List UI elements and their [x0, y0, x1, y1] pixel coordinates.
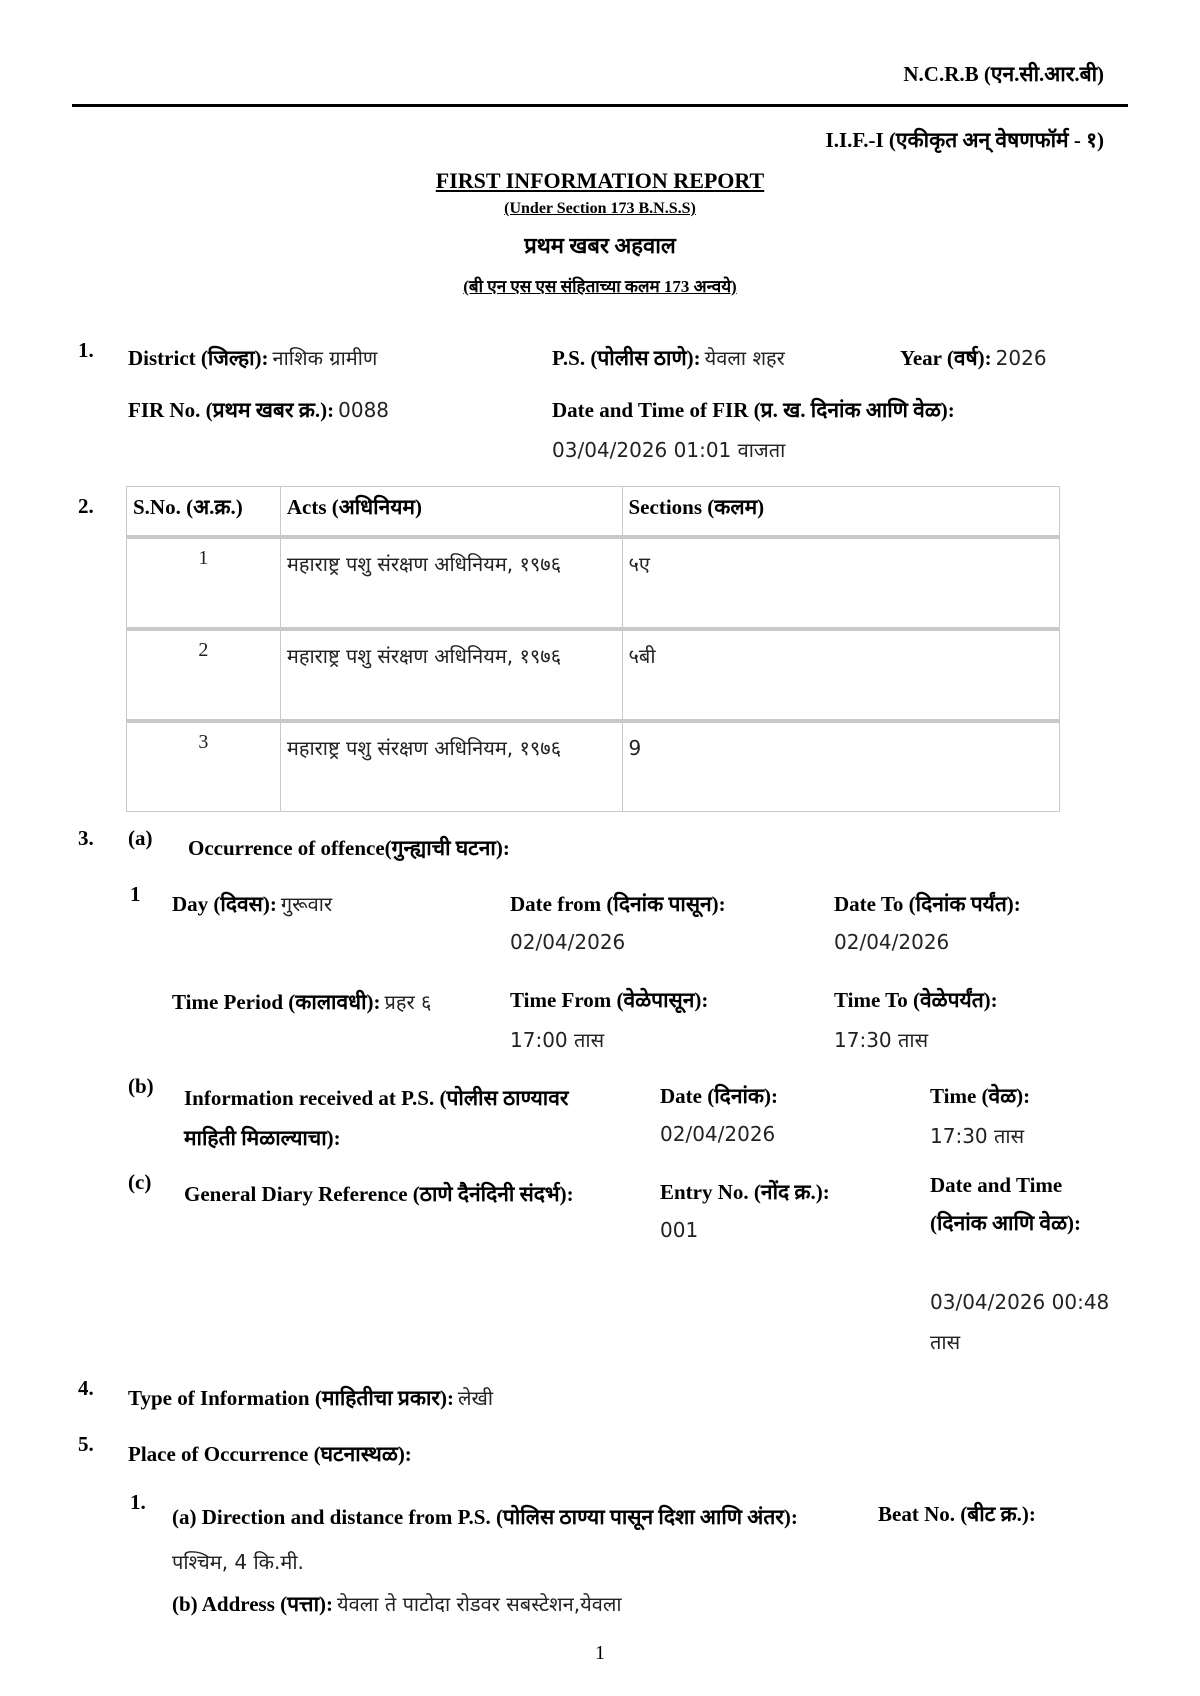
occurrence-item-number: 1	[130, 882, 141, 906]
address-value: येवला ते पाटोदा रोडवर सबस्टेशन,येवला	[337, 1592, 622, 1616]
cell-sno: 3	[127, 721, 281, 812]
info-received-label: Information received at P.S. (पोलीस ठाण्यावर माहिती मिळाल्याचा):	[184, 1086, 569, 1150]
info-date-label: Date (दिनांक):	[660, 1084, 779, 1108]
police-station-field	[552, 344, 785, 372]
report-title: FIRST INFORMATION REPORT	[435, 168, 765, 193]
section-3-number: 3.	[78, 826, 94, 850]
cell-sno: 1	[127, 537, 281, 629]
time-period-field	[172, 982, 482, 1025]
fir-datetime-value: 03/04/2026 01:01 वाजता	[552, 438, 786, 462]
date-to-label: Date To (दिनांक पर्यंत):	[834, 892, 1021, 916]
entry-number-label: Entry No. (नोंद क्र.):	[660, 1180, 830, 1204]
address-label: (b) Address (पत्ता):	[172, 1592, 333, 1616]
fir-datetime-label: Date and Time of FIR (प्र. ख. दिनांक आणि वेळ):	[552, 398, 955, 422]
date-from-value: 02/04/2026	[510, 930, 626, 954]
information-type-label: Type of Information (माहितीचा प्रकार):	[128, 1386, 454, 1410]
report-subtitle: (Under Section 173 B.N.S.S)	[504, 200, 696, 217]
section-2-number: 2.	[78, 494, 94, 518]
diary-datetime-value: 03/04/2026 00:48 तास	[930, 1290, 1110, 1354]
table-row	[127, 537, 1060, 629]
direction-distance-field	[172, 1496, 842, 1586]
date-to-value: 02/04/2026	[834, 930, 950, 954]
acts-table	[126, 486, 1060, 812]
section-5-number: 5.	[78, 1432, 94, 1456]
time-to-value: 17:30 तास	[834, 1028, 929, 1052]
ncrb-heading: N.C.R.B (एन.सी.आर.बी)	[903, 62, 1104, 86]
date-from-label: Date from (दिनांक पासून):	[510, 892, 726, 916]
year-value: 2026	[995, 346, 1047, 370]
direction-distance-label: (a) Direction and distance from P.S. (पोलिस ठाण्या पासून दिशा आणि अंतर):	[172, 1505, 798, 1529]
iif-heading: I.I.F.-I (एकीकृत अन् वेषणफॉर्म - १)	[825, 128, 1104, 152]
table-row	[127, 629, 1060, 721]
address-field	[172, 1590, 622, 1618]
district-label: District (जिल्हा):	[128, 346, 269, 370]
district-field	[128, 344, 377, 372]
fir-number-field	[128, 396, 389, 424]
information-type-value: लेखी	[457, 1386, 494, 1410]
acts-table-header	[127, 487, 1060, 538]
cell-section: ५बी	[622, 629, 1060, 721]
place-of-occurrence-label: Place of Occurrence (घटनास्थळ):	[128, 1442, 412, 1466]
info-time-label: Time (वेळ):	[930, 1084, 1031, 1108]
place-item-number: 1.	[130, 1490, 146, 1514]
direction-distance-value: पश्चिम, 4 कि.मी.	[172, 1550, 304, 1574]
info-time-value: 17:30 तास	[930, 1124, 1025, 1148]
diary-datetime-label: Date and Time (दिनांक आणि वेळ):	[930, 1173, 1082, 1235]
report-subtitle-marathi: (बी एन एस एस संहिताच्या कलम 173 अन्वये)	[463, 277, 737, 296]
police-station-label: P.S. (पोलीस ठाणे):	[552, 346, 701, 370]
cell-sno: 2	[127, 629, 281, 721]
section-1-number: 1.	[78, 338, 94, 362]
time-to-label: Time To (वेळेपर्यंत):	[834, 988, 998, 1012]
information-type-field	[128, 1384, 493, 1412]
table-row	[127, 721, 1060, 812]
district-value: नाशिक ग्रामीण	[272, 346, 378, 370]
section-3a-marker: (a)	[128, 826, 153, 850]
police-station-value: येवला शहर	[704, 346, 785, 370]
section-3c-marker: (c)	[128, 1170, 152, 1194]
time-period-value: प्रहर ६	[384, 990, 432, 1014]
occurrence-label: Occurrence of offence(गुन्ह्याची घटना):	[188, 836, 510, 860]
report-title-marathi: प्रथम खबर अहवाल	[524, 233, 676, 258]
section-3b-marker: (b)	[128, 1074, 154, 1098]
cell-act: महाराष्ट्र पशु संरक्षण अधिनियम, १९७६	[280, 721, 622, 812]
time-from-label: Time From (वेळेपासून):	[510, 988, 709, 1012]
day-value: गुरूवार	[280, 892, 333, 916]
year-field	[900, 344, 1047, 372]
col-header-acts: Acts (अधिनियम)	[280, 487, 622, 538]
cell-section: ५ए	[622, 537, 1060, 629]
info-date-value: 02/04/2026	[660, 1122, 776, 1146]
entry-number-value: 001	[660, 1218, 699, 1242]
cell-act: महाराष्ट्र पशु संरक्षण अधिनियम, १९७६	[280, 629, 622, 721]
section-4-number: 4.	[78, 1376, 94, 1400]
beat-number-label: Beat No. (बीट क्र.):	[878, 1502, 1036, 1526]
cell-section: 9	[622, 721, 1060, 812]
col-header-sections: Sections (कलम)	[622, 487, 1060, 538]
time-from-value: 17:00 तास	[510, 1028, 605, 1052]
header-divider	[72, 104, 1128, 107]
time-period-label: Time Period (कालावधी):	[172, 990, 381, 1014]
fir-number-value: 0088	[338, 398, 390, 422]
col-header-sno: S.No. (अ.क्र.)	[127, 487, 281, 538]
cell-act: महाराष्ट्र पशु संरक्षण अधिनियम, १९७६	[280, 537, 622, 629]
year-label: Year (वर्ष):	[900, 346, 992, 370]
page-number: 1	[595, 1642, 605, 1664]
day-label: Day (दिवस):	[172, 892, 277, 916]
fir-number-label: FIR No. (प्रथम खबर क्र.):	[128, 398, 335, 422]
day-field	[172, 890, 332, 918]
diary-reference-label: General Diary Reference (ठाणे दैनंदिनी संदर्भ):	[184, 1182, 574, 1206]
